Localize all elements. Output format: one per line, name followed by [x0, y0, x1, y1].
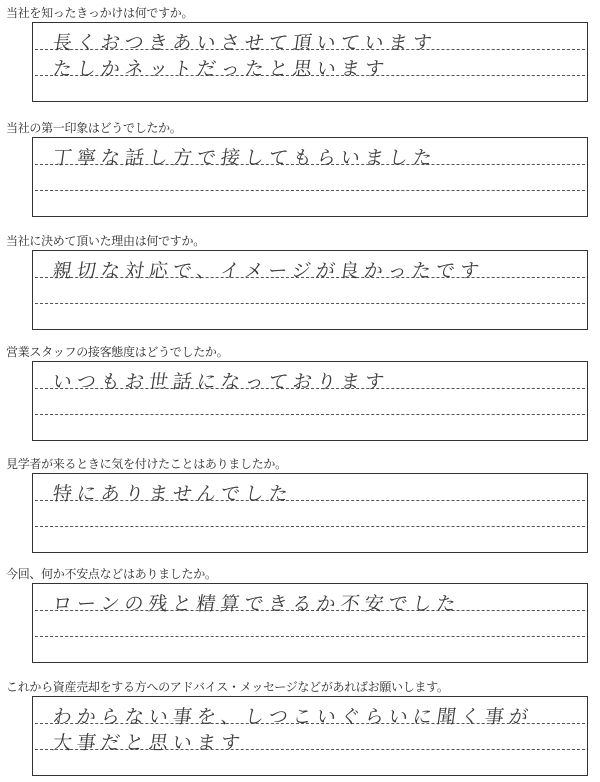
answer-box-4: [32, 361, 588, 441]
answer-box-7: [32, 696, 588, 776]
answer-box-6: [32, 583, 588, 663]
answer-2-line-1: 丁寧な話し方で接してもらいました: [51, 147, 439, 169]
answer-box-5: [32, 473, 588, 553]
question-1: 当社を知ったきっかけは何ですか。: [6, 6, 194, 20]
question-4: 営業スタッフの接客態度はどうでしたか。: [6, 345, 229, 359]
answer-rule: [35, 190, 585, 191]
answer-6-line-1: ローンの残と精算できるか不安でした: [51, 593, 462, 615]
answer-box-3: [32, 250, 588, 330]
answer-7-line-2: 大事だと思います: [51, 732, 247, 754]
question-3: 当社に決めて頂いた理由は何ですか。: [6, 234, 205, 248]
answer-5-line-1: 特にありませんでした: [51, 483, 295, 505]
question-2: 当社の第一印象はどうでしたか。: [6, 121, 182, 135]
answer-4-line-1: いつもお世話になっております: [51, 371, 391, 393]
answer-1-line-2: たしかネットだったと思います: [51, 58, 391, 80]
answer-box-2: [32, 137, 588, 217]
question-6: 今回、何か不安点などはありましたか。: [6, 567, 217, 581]
answer-7-line-1: わからない事を、しつこいぐらいに聞く事が: [51, 706, 535, 728]
answer-rule: [35, 303, 585, 304]
question-7: これから資産売却をする方へのアドバイス・メッセージなどがあればお願いします。: [6, 680, 449, 694]
answer-3-line-1: 親切な対応で、イメージが良かったです: [51, 260, 486, 282]
answer-1-line-1: 長くおつきあいさせて頂いています: [51, 32, 439, 54]
answer-box-1: [32, 22, 588, 102]
question-5: 見学者が来るときに気を付けたことはありましたか。: [6, 457, 287, 471]
answer-rule: [35, 526, 585, 527]
answer-rule: [35, 636, 585, 637]
answer-rule: [35, 414, 585, 415]
